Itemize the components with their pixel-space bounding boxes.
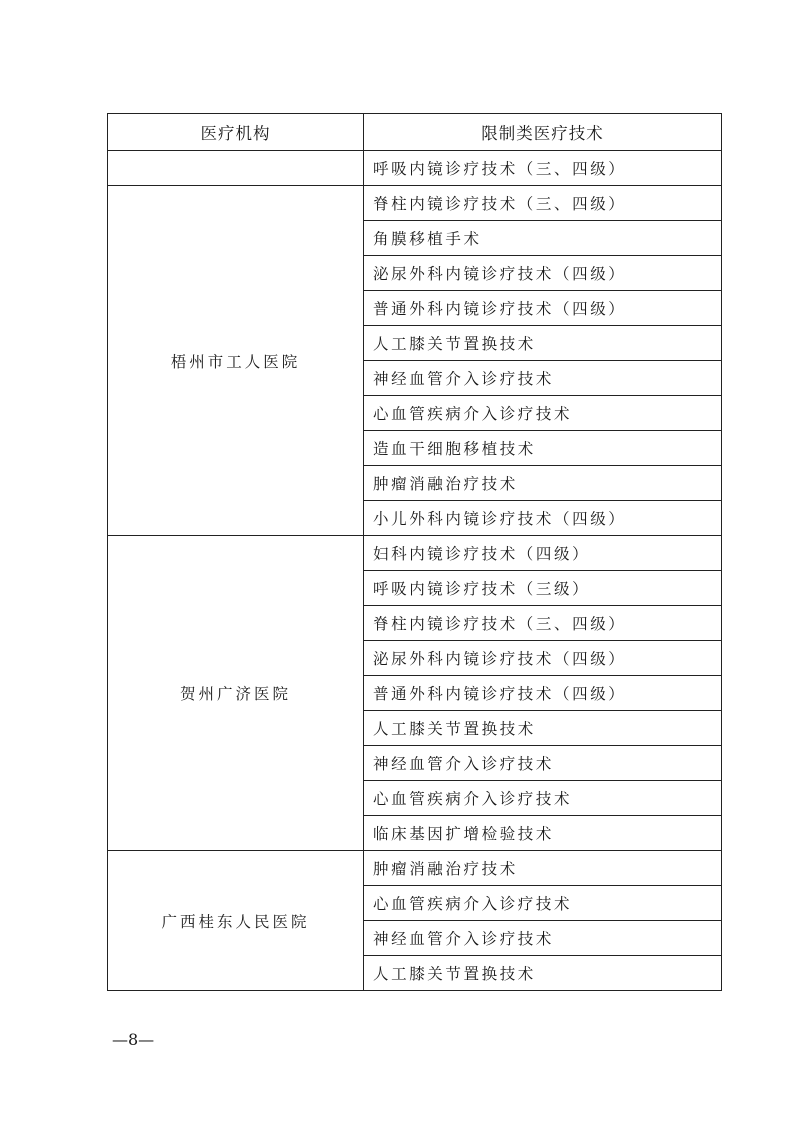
table-row [108,851,722,886]
technology-cell: 小儿外科内镜诊疗技术（四级） [364,501,722,536]
technology-cell: 肿瘤消融治疗技术 [364,466,722,501]
table-header-row [108,114,722,151]
technology-cell: 脊柱内镜诊疗技术（三、四级） [364,186,722,221]
technology-cell: 人工膝关节置换技术 [364,956,722,991]
technology-cell: 角膜移植手术 [364,221,722,256]
technology-cell: 脊柱内镜诊疗技术（三、四级） [364,606,722,641]
technology-cell: 普通外科内镜诊疗技术（四级） [364,291,722,326]
technology-cell: 普通外科内镜诊疗技术（四级） [364,676,722,711]
technology-table [107,113,722,991]
table-body [108,151,722,991]
header-technology: 限制类医疗技术 [364,114,722,151]
technology-cell: 造血干细胞移植技术 [364,431,722,466]
technology-cell: 神经血管介入诊疗技术 [364,361,722,396]
technology-cell: 神经血管介入诊疗技术 [364,921,722,956]
technology-cell: 人工膝关节置换技术 [364,326,722,361]
technology-cell: 人工膝关节置换技术 [364,711,722,746]
institution-cell: 广西桂东人民医院 [108,851,364,991]
technology-cell: 心血管疾病介入诊疗技术 [364,886,722,921]
technology-cell: 呼吸内镜诊疗技术（三级） [364,571,722,606]
technology-cell: 泌尿外科内镜诊疗技术（四级） [364,256,722,291]
technology-cell: 呼吸内镜诊疗技术（三、四级） [364,151,722,186]
table-row [108,536,722,571]
technology-cell: 神经血管介入诊疗技术 [364,746,722,781]
table-row [108,151,722,186]
table-row [108,186,722,221]
page-number: —8— [112,1030,155,1049]
institution-cell: 贺州广济医院 [108,536,364,851]
technology-cell: 心血管疾病介入诊疗技术 [364,396,722,431]
technology-cell: 妇科内镜诊疗技术（四级） [364,536,722,571]
institution-cell [108,151,364,186]
technology-cell: 泌尿外科内镜诊疗技术（四级） [364,641,722,676]
technology-cell: 心血管疾病介入诊疗技术 [364,781,722,816]
technology-cell: 临床基因扩增检验技术 [364,816,722,851]
header-institution: 医疗机构 [108,114,364,151]
technology-cell: 肿瘤消融治疗技术 [364,851,722,886]
institution-cell: 梧州市工人医院 [108,186,364,536]
